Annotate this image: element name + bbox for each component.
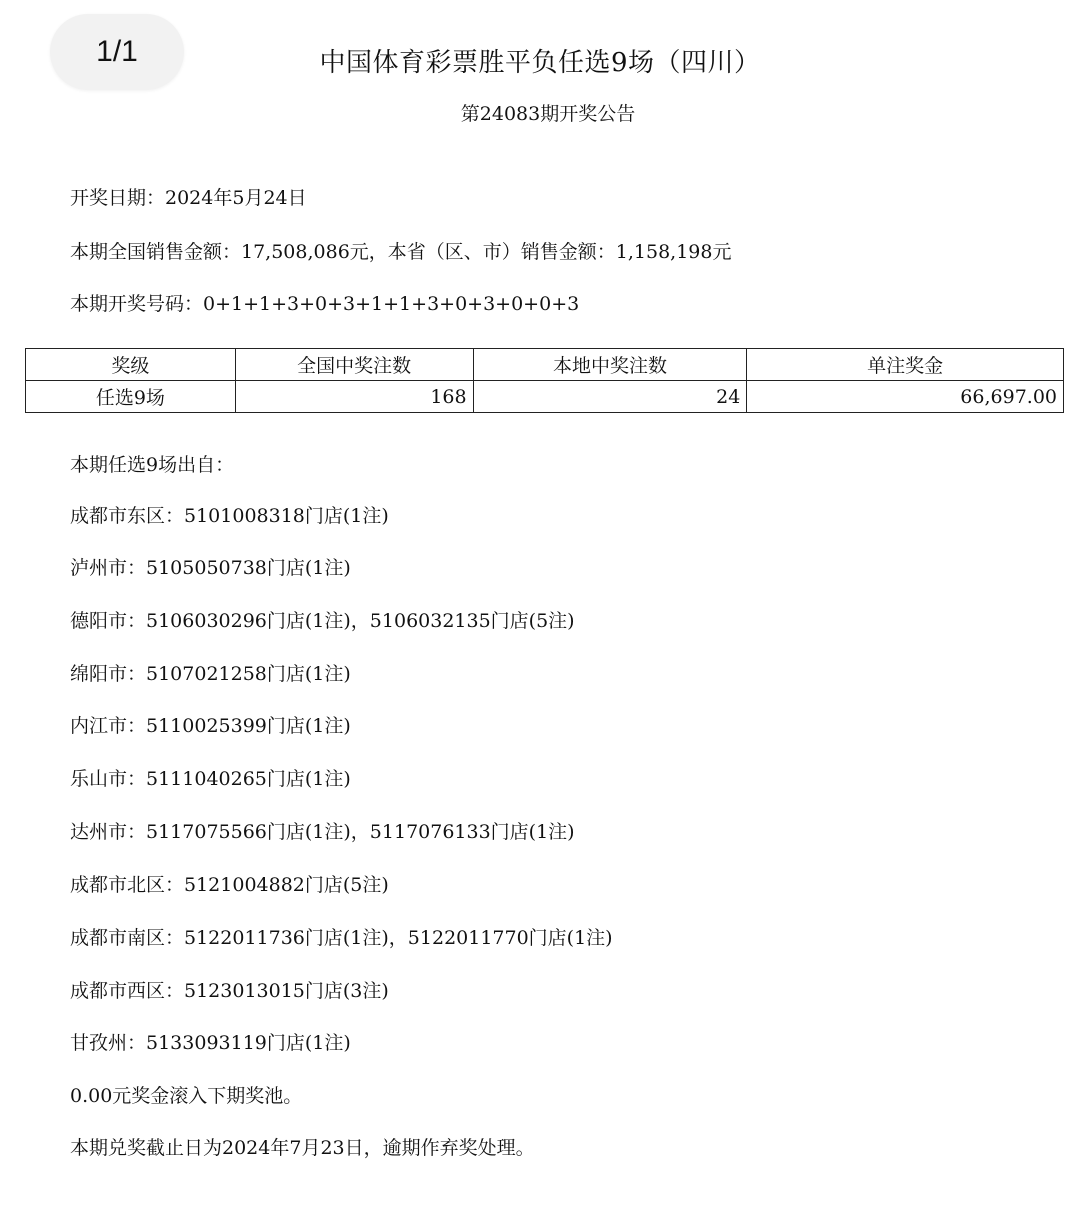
deadline-note: 本期兑奖截止日为2024年7月23日，逾期作弃奖处理。 xyxy=(70,1137,535,1159)
origin-item: 绵阳市：5107021258门店(1注) xyxy=(70,663,351,685)
header-local-count: 本地中奖注数 xyxy=(473,349,747,381)
cell-local-count: 24 xyxy=(473,381,747,413)
table-row xyxy=(26,381,1064,413)
cell-prize: 66,697.00 xyxy=(747,381,1064,413)
cell-national-count: 168 xyxy=(235,381,473,413)
origin-item: 成都市南区：5122011736门店(1注)，5122011770门店(1注) xyxy=(70,927,613,949)
origin-item: 成都市东区：5101008318门店(1注) xyxy=(70,505,389,527)
origin-item: 内江市：5110025399门店(1注) xyxy=(70,715,351,737)
header-level: 奖级 xyxy=(26,349,236,381)
winning-numbers: 本期开奖号码：0+1+1+3+0+3+1+1+3+0+3+0+0+3 xyxy=(70,293,580,315)
cell-level: 任选9场 xyxy=(26,381,236,413)
document-title: 中国体育彩票胜平负任选9场（四川） xyxy=(319,48,761,78)
table-header-row xyxy=(26,349,1064,381)
draw-date: 开奖日期：2024年5月24日 xyxy=(70,187,307,209)
origin-item: 甘孜州：5133093119门店(1注) xyxy=(70,1032,351,1054)
origin-item: 成都市北区：5121004882门店(5注) xyxy=(70,874,389,896)
origin-item: 乐山市：5111040265门店(1注) xyxy=(70,768,351,790)
sales-amount: 本期全国销售金额：17,508,086元，本省（区、市）销售金额：1,158,198元 xyxy=(70,241,732,263)
origin-item: 泸州市：5105050738门店(1注) xyxy=(70,557,351,579)
origin-item: 达州市：5117075566门店(1注)，5117076133门店(1注) xyxy=(70,821,575,843)
prize-table xyxy=(25,348,1064,413)
header-national-count: 全国中奖注数 xyxy=(235,349,473,381)
document-subtitle: 第24083期开奖公告 xyxy=(460,103,636,125)
rollover-note: 0.00元奖金滚入下期奖池。 xyxy=(70,1085,303,1107)
origin-item: 成都市西区：5123013015门店(3注) xyxy=(70,980,389,1002)
page-indicator: 1/1 xyxy=(50,14,184,90)
origin-heading: 本期任选9场出自： xyxy=(70,454,235,476)
header-prize: 单注奖金 xyxy=(747,349,1064,381)
origin-item: 德阳市：5106030296门店(1注)，5106032135门店(5注) xyxy=(70,610,575,632)
